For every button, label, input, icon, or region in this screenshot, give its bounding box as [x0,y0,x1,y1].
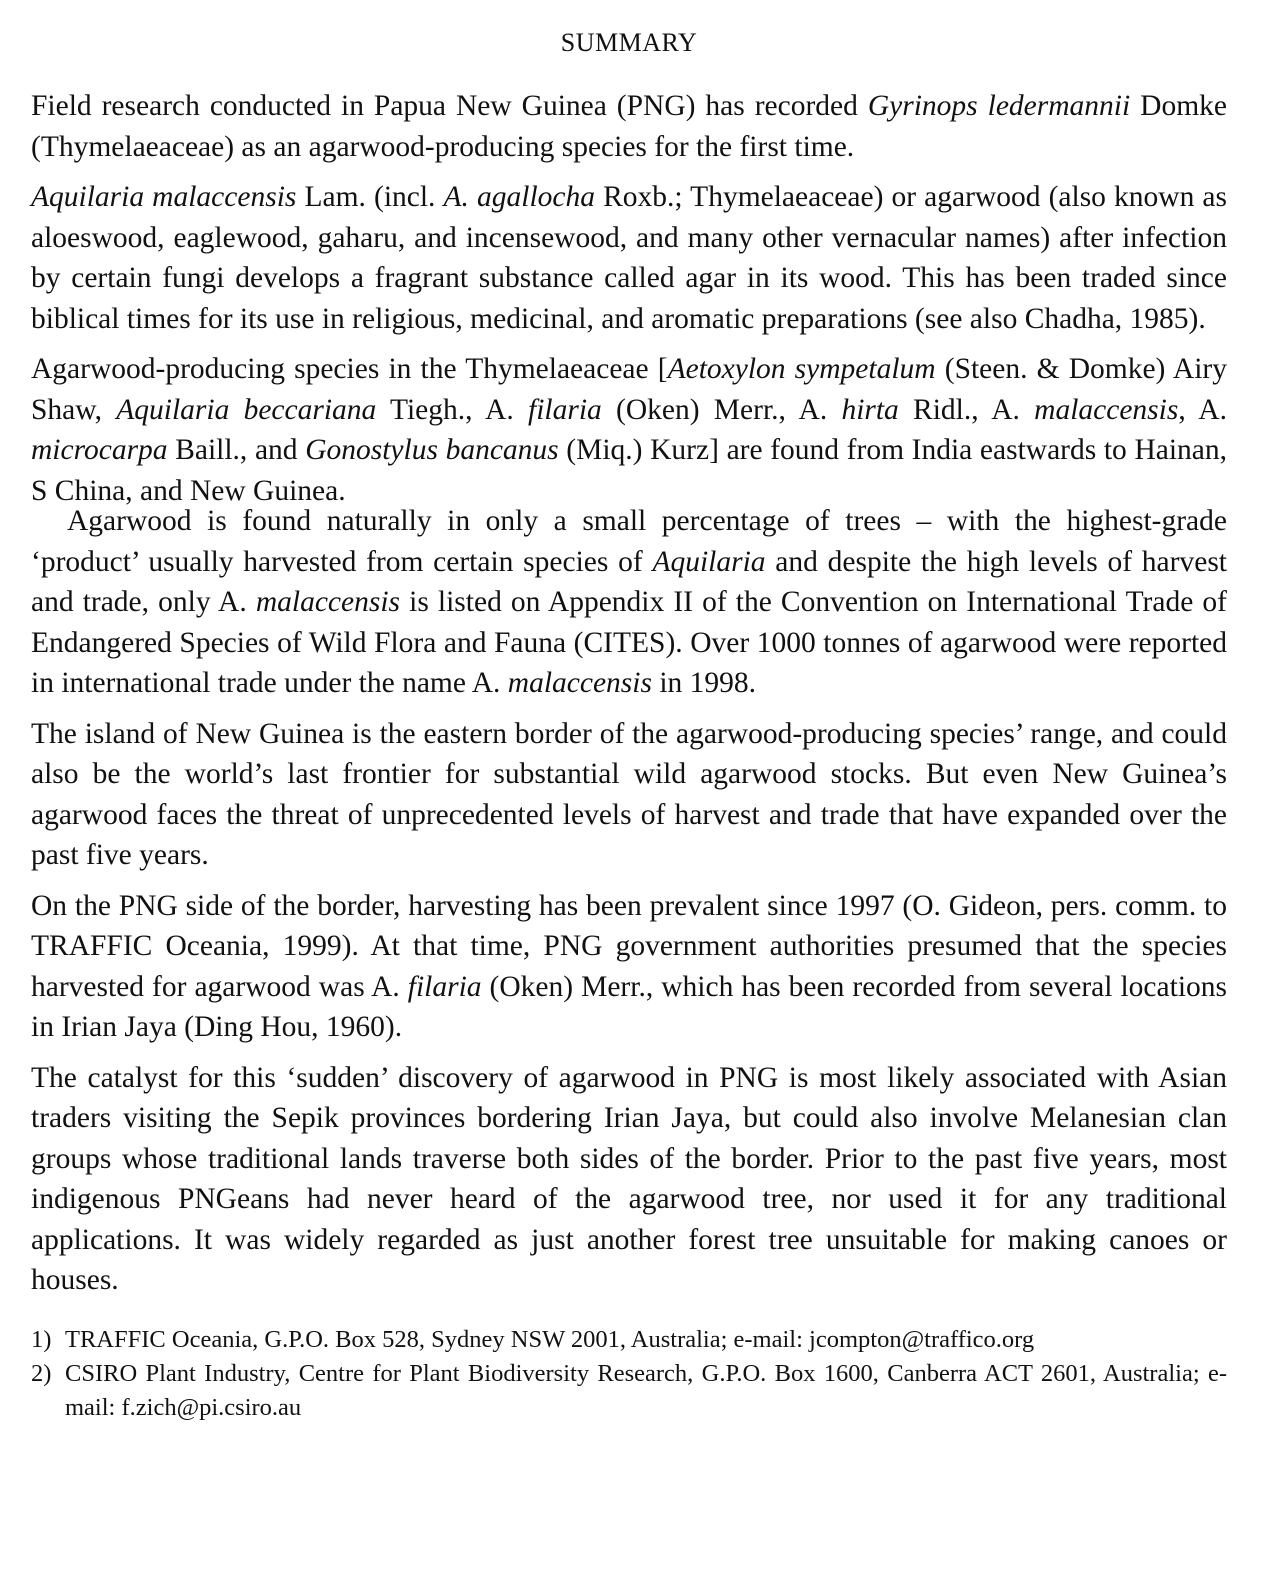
text-segment: in 1998. [651,667,757,699]
italic-species-name: filaria [407,970,482,1003]
paragraph [31,86,1227,167]
italic-species-name: Aquilaria [652,545,766,578]
italic-species-name: filaria [528,393,602,426]
text-segment: Baill., and [167,434,306,466]
footnote [31,1323,1227,1357]
text-segment: (Oken) Merr., which has been recorded from several locations in Irian Jaya (Ding Hou, 1960). [31,970,1227,1043]
paragraph [31,501,1227,704]
summary-page [31,28,1227,1425]
text-segment: Agarwood is found naturally in only a small percentage of trees – with the highest-grade ‘product’ usually harvested from certain species of [31,505,1227,578]
italic-species-name: A. agallocha [443,181,596,213]
footnote [31,1357,1227,1425]
footnote-number: 1) [31,1325,52,1353]
text-segment: , A. [1178,393,1227,426]
section-heading: SUMMARY [560,28,698,57]
italic-species-name: Aquilaria beccariana [116,393,377,426]
text-segment: Agarwood-producing species in the Thymelaeaceae [ [31,353,668,385]
text-segment: is listed on Appendix II of the Convention on International Trade of Endangered Species of Wild Flora and Fauna (CITES). Over 1000 tonnes of agarwood were reported in international trade under the name A. [31,586,1227,699]
text-segment: (Miq.) Kurz] are found from India eastwards to Hainan, S China, and New Guinea. [31,434,1228,507]
text-segment: Lam. (incl. [296,181,444,213]
summary-body [31,86,1227,1301]
italic-species-name: malaccensis [507,667,652,699]
paragraph [31,714,1227,876]
text-segment: (Steen. & Domke) Airy Shaw, [31,353,1227,426]
text-segment: (Oken) Merr., A. [601,393,842,426]
text-segment: On the PNG side of the border, harvesting has been prevalent since 1997 (O. Gideon, pers. comm. to TRAFFIC Oceania, 1999). At that time, PNG government authorities presumed that the species harvested for agarwood was A. [31,889,1227,1003]
paragraph [31,1058,1227,1301]
footnote-text: CSIRO Plant Industry, Centre for Plant Biodiversity Research, G.P.O. Box 1600, Canberra ACT 2601, Australia; e-mail: f.zich@pi.csiro.au [65,1359,1227,1421]
italic-species-name: malaccensis [255,586,401,618]
footnotes [31,1323,1227,1425]
italic-species-name: Aquilaria malaccensis [31,181,297,213]
italic-species-name: Gyrinops ledermannii [867,90,1131,122]
footnote-number: 2) [31,1359,52,1387]
text-segment: Domke (Thymelaeaceae) as an agarwood-producing species for the first time. [31,90,1227,163]
text-segment: Tiegh., A. [376,393,529,426]
text-segment: and despite the high levels of harvest and trade, only A. [31,545,1227,618]
paragraph [31,886,1227,1048]
text-segment: The catalyst for this ‘sudden’ discovery of agarwood in PNG is most likely associated with Asian traders visiting the Sepik provinces bordering Irian Jaya, but could also involve Melanesian clan groups whose traditional lands traverse both sides of the border. Prior to the past five years, most indigenous PNGeans had never heard of the agarwood tree, nor used it for any traditional applications. It was widely regarded as just another forest tree unsuitable for making canoes or houses. [31,1061,1227,1296]
footnote-text: TRAFFIC Oceania, G.P.O. Box 528, Sydney NSW 2001, Australia; e-mail: jcompton@traffico.org [65,1325,1035,1353]
italic-species-name: microcarpa [31,434,168,466]
text-segment: Field research conducted in Papua New Guinea (PNG) has recorded [31,90,868,122]
text-segment: The island of New Guinea is the eastern border of the agarwood-producing species’ range, and could also be the world’s last frontier for substantial wild agarwood stocks. But even New Guinea’s agarwood faces the threat of unprecedented levels of harvest and trade that have expanded over the past five years. [31,717,1227,871]
italic-species-name: Gonostylus bancanus [305,434,559,466]
paragraph [31,177,1227,339]
text-segment: Ridl., A. [898,393,1035,426]
text-segment: Roxb.; Thymelaeaceae) or agarwood (also known as aloeswood, eaglewood, gaharu, and incensewood, and many other vernacular names) after infection by certain fungi develops a fragrant substance called agar in its wood. This has been traded since biblical times for its use in religious, medicinal, and aromatic preparations (see also Chadha, 1985). [31,181,1227,335]
italic-species-name: Aetoxylon sympetalum [667,353,936,385]
italic-species-name: hirta [841,393,899,426]
paragraph [31,349,1227,511]
italic-species-name: malaccensis [1034,393,1179,426]
